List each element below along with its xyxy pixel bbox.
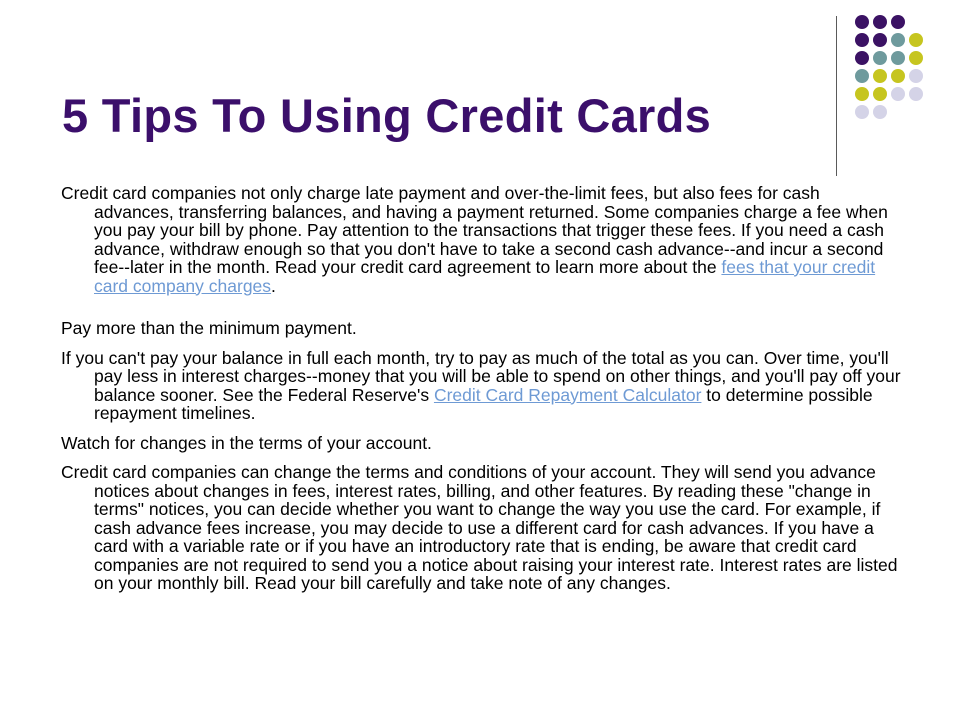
dot-olive bbox=[909, 51, 923, 65]
repayment-calculator-link[interactable]: Credit Card Repayment Calculator bbox=[433, 384, 702, 405]
paragraph-fees bbox=[61, 184, 901, 295]
tip-heading-minimum-payment: Pay more than the minimum payment. bbox=[61, 318, 357, 338]
slide-body bbox=[61, 184, 901, 593]
tip-heading-terms-changes: Watch for changes in the terms of your account. bbox=[61, 432, 432, 453]
dot-purple bbox=[855, 33, 869, 47]
paragraph-fees-text: Credit card companies not only charge late payment and over-the-limit fees, but also fees for cash advances, transferring balances, and having a payment returned. Some companies charge a fee when you pay your bill by phone. Pay attention to the transactions that trigger these fees. If you need a cash advance, withdraw enough so that you don't have to take a second cash advance--and incur a second fee--later in the month. Read your credit card agreement to learn more about the bbox=[61, 183, 888, 277]
dot-lavender bbox=[891, 87, 905, 101]
dot-teal bbox=[891, 51, 905, 65]
dot-purple bbox=[855, 15, 869, 29]
dot-lavender bbox=[855, 105, 869, 119]
paragraph-balance-end: to determine possible repayment timelines. bbox=[94, 384, 873, 423]
dot-olive bbox=[891, 69, 905, 83]
slide-title: 5 Tips To Using Credit Cards bbox=[62, 89, 712, 142]
paragraph-balance-text: If you can't pay your balance in full each month, try to pay as much of the total as you can. Over time, you'll pay less in interest charges--money that you will be able to spend on other things, and you'll pay off your balance sooner. See the Federal Reserve's bbox=[61, 347, 901, 405]
dot-purple bbox=[873, 15, 887, 29]
dot-lavender bbox=[873, 105, 887, 119]
dot-lavender bbox=[909, 69, 923, 83]
dot-lavender bbox=[909, 87, 923, 101]
dot-olive bbox=[855, 87, 869, 101]
vertical-divider-line bbox=[836, 16, 837, 176]
dot-teal bbox=[891, 33, 905, 47]
dot-olive bbox=[909, 33, 923, 47]
dot-teal bbox=[855, 69, 869, 83]
dot-teal bbox=[873, 51, 887, 65]
dot-purple bbox=[891, 15, 905, 29]
dot-olive bbox=[873, 87, 887, 101]
paragraph-balance bbox=[61, 349, 901, 423]
dot-purple bbox=[873, 33, 887, 47]
dot-olive bbox=[873, 69, 887, 83]
dot-purple bbox=[855, 51, 869, 65]
fees-link[interactable]: fees that your credit card company charges bbox=[94, 257, 876, 296]
paragraph-fees-end: . bbox=[271, 275, 276, 296]
paragraph-terms: Credit card companies can change the terms and conditions of your account. They will send you advance notices about changes in fees, interest rates, billing, and other features. By reading these "change in terms" notices, you can decide whether you want to change the way you use the card. For example, if cash advance fees increase, you may decide to use a different card for cash advances. If you have a card with a variable rate or if you have an introductory rate that is ending, be aware that credit card companies are not required to send you a notice about raising your interest rate. Interest rates are listed on your monthly bill. Read your bill carefully and take note of any changes. bbox=[61, 462, 898, 593]
